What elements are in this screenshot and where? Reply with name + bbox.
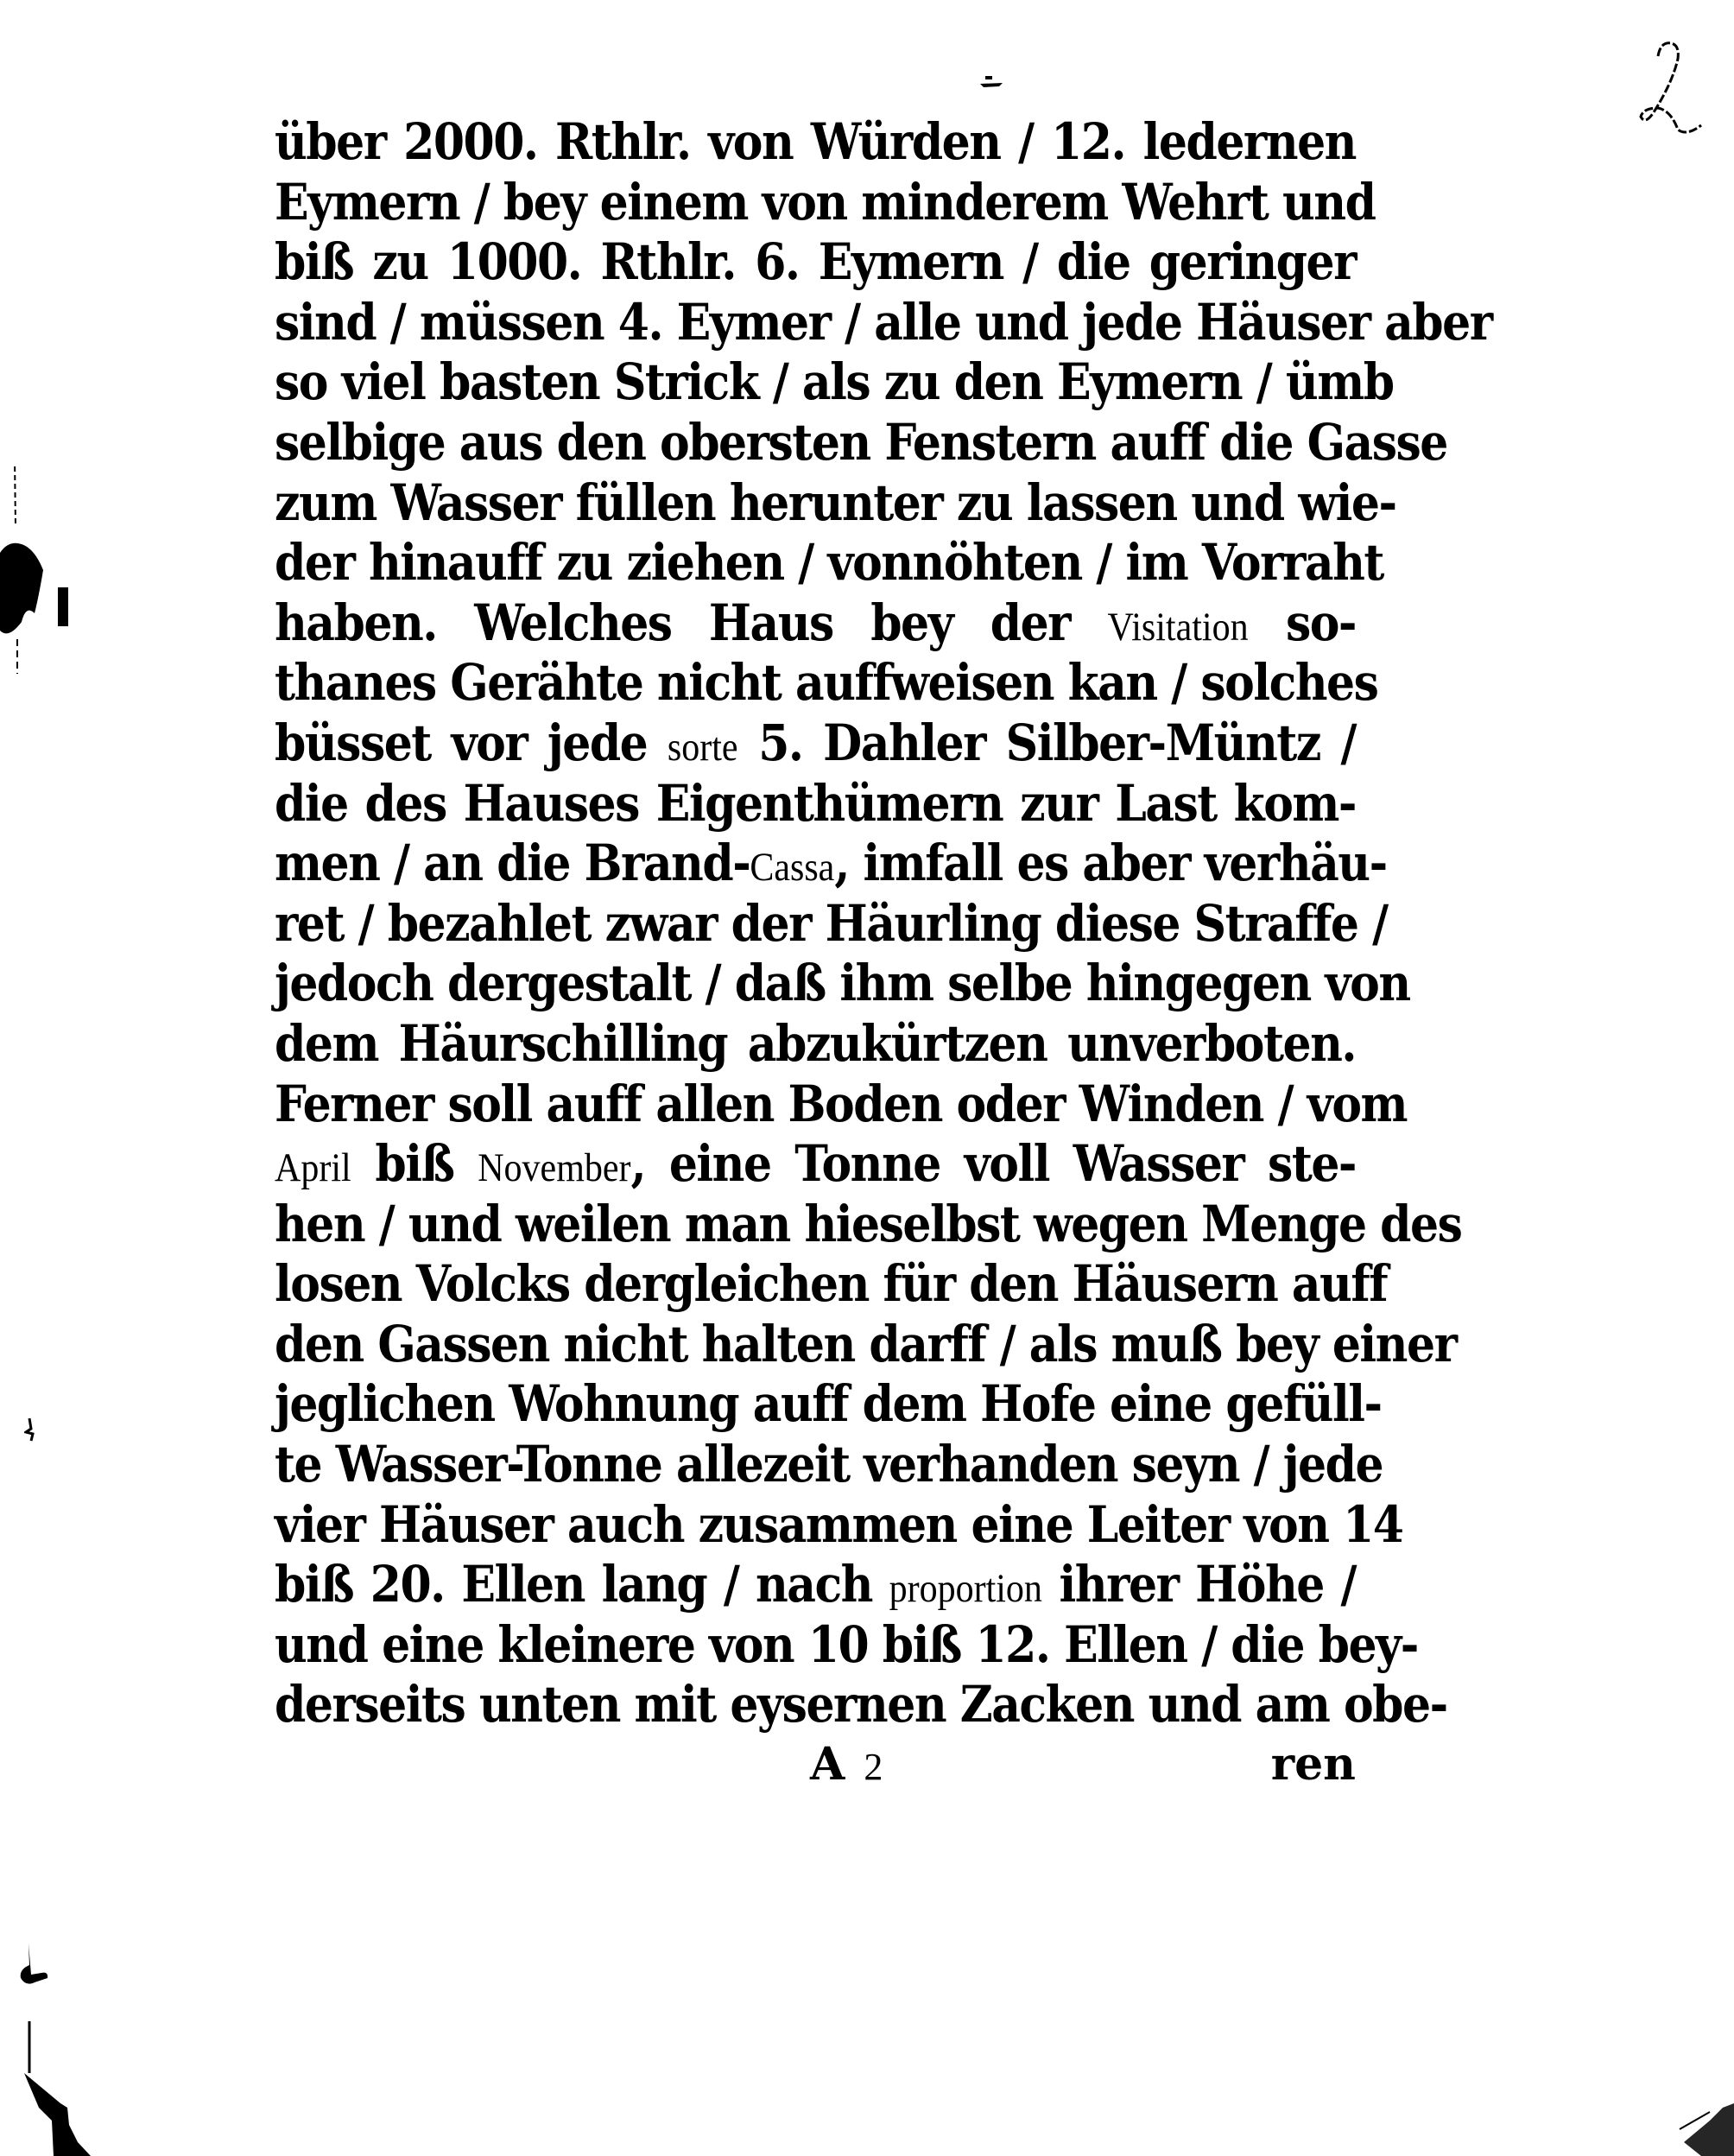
bottom-right-scan-artifact <box>1675 2073 1734 2156</box>
text-line-13-end: , imfall es aber verhäu- <box>834 834 1387 893</box>
text-line-20: losen Volcks dergleichen für den Häusern auff <box>275 1254 1388 1314</box>
text-line-18-end: , eine Tonne voll Wasser ste- <box>630 1134 1356 1194</box>
text-line-15: jedoch dergestalt / daß ihm selbe hingegen von <box>275 954 1410 1013</box>
latin-term-visitation: Visitation <box>1107 605 1249 650</box>
text-line-13 <box>275 830 1387 897</box>
text-line-22: jeglichen Wohnung auff dem Hofe eine gefüll- <box>275 1374 1382 1435</box>
text-line-25 <box>275 1551 1356 1619</box>
text-line-27: derseits unten mit eysernen Zacken und am obe- <box>275 1675 1447 1735</box>
text-line-18-mid: biß <box>351 1134 478 1194</box>
text-line-18 <box>275 1131 1356 1198</box>
page-footer <box>275 1738 1356 1807</box>
latin-term-april: April <box>275 1145 351 1191</box>
text-line-9 <box>275 590 1356 657</box>
latin-term-cassa: Cassa <box>750 845 835 891</box>
text-line-16: dem Häurschilling abzukürtzen unverboten. <box>275 1014 1356 1074</box>
text-line-5: so viel basten Strick / als zu den Eymern / ümb <box>275 352 1394 412</box>
signature-letter: A <box>810 1738 845 1791</box>
text-line-10: thanes Gerähte nicht auffweisen kan / solches <box>275 653 1378 713</box>
text-line-17: Ferner soll auff allen Boden oder Winden / vom <box>275 1074 1408 1134</box>
text-line-24: vier Häuser auch zusammen eine Leiter von 14 <box>275 1494 1403 1555</box>
text-line-8: der hinauff zu ziehen / vonnöhten / im Vorraht <box>275 533 1383 593</box>
text-line-23: te Wasser-Tonne allezeit verhanden seyn / jede <box>275 1435 1383 1494</box>
text-line-6: selbige aus den obersten Fenstern auff die Gasse <box>275 413 1447 472</box>
text-line-11-end: 5. Dahler Silber-Müntz / <box>737 713 1356 773</box>
text-line-1: über 2000. Rthlr. von Würden / 12. ledernen <box>275 112 1356 172</box>
top-ornament-mark <box>980 76 1003 90</box>
catchword: ren <box>1270 1738 1356 1791</box>
text-line-9-end: so- <box>1248 593 1356 653</box>
text-line-14: ret / bezahlet zwar der Häurling diese Straffe / <box>275 894 1388 954</box>
signature-mark <box>810 1738 883 1791</box>
text-line-11-start: büsset vor jede <box>275 713 668 773</box>
latin-term-proportion: proportion <box>889 1566 1042 1612</box>
text-line-4: sind / müssen 4. Eymer / alle und jede Häuser aber <box>275 293 1492 352</box>
text-line-3: biß zu 1000. Rthlr. 6. Eymern / die geringer <box>275 232 1356 292</box>
text-line-12: die des Hauses Eigenthümern zur Last kom- <box>275 773 1356 834</box>
text-line-2: Eymern / bey einem von minderem Wehrt und <box>275 172 1376 232</box>
body-text <box>275 112 1492 1735</box>
latin-term-november: November <box>478 1145 631 1191</box>
text-line-19: hen / und weilen man hieselbst wegen Menge des <box>275 1194 1462 1254</box>
latin-term-sorte: sorte <box>667 725 738 770</box>
bottom-left-scan-artifact <box>0 1935 104 2156</box>
text-line-11 <box>275 710 1356 777</box>
left-edge-scan-artifact <box>0 466 78 674</box>
text-line-25-end: ihrer Höhe / <box>1041 1555 1356 1614</box>
text-line-21: den Gassen nicht halten darff / als muß bey einer <box>275 1315 1457 1374</box>
left-margin-mark <box>24 1417 41 1443</box>
text-line-7: zum Wasser füllen herunter zu lassen und wie- <box>275 472 1396 533</box>
text-line-13-start: men / an die Brand- <box>275 834 750 893</box>
text-line-25-start: biß 20. Ellen lang / nach <box>275 1555 889 1614</box>
text-line-9-start: haben. Welches Haus bey der <box>275 593 1108 653</box>
text-line-26: und eine kleinere von 10 biß 12. Ellen / die bey- <box>275 1615 1418 1675</box>
handwritten-folio-number <box>1619 17 1714 138</box>
signature-number: 2 <box>864 1746 883 1788</box>
